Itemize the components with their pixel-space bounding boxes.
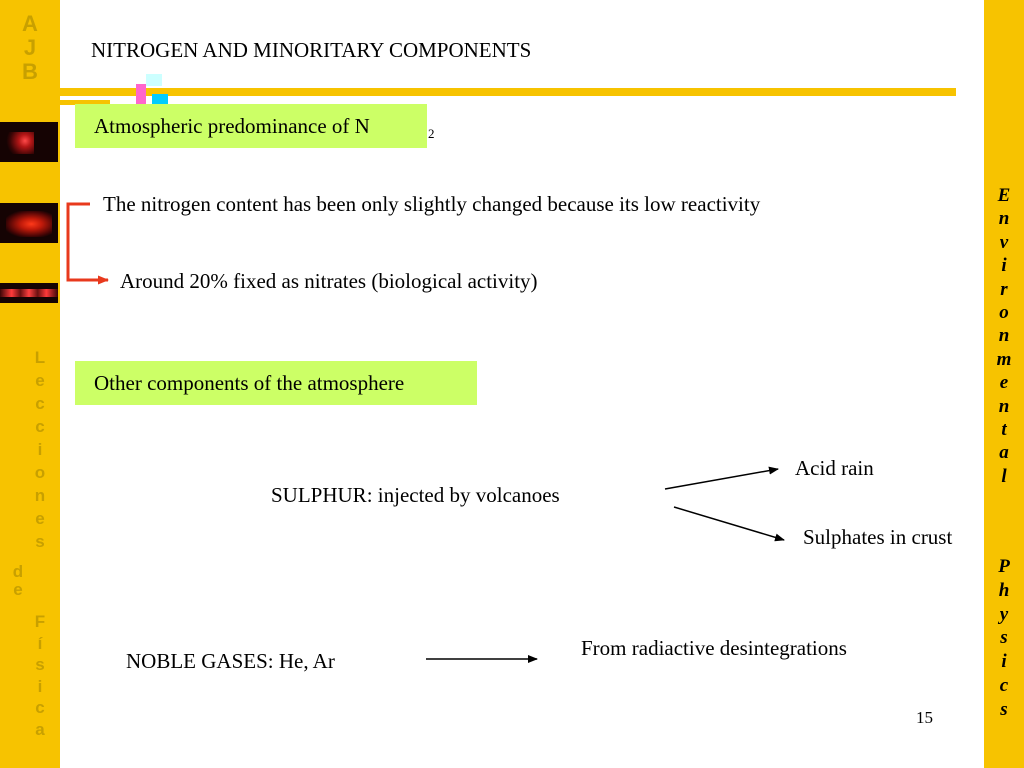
brand-letter: e xyxy=(35,371,45,390)
section-heading-text: Atmospheric predominance of N xyxy=(94,113,370,138)
sidebar-letter: a xyxy=(999,442,1009,464)
sidebar-letter: c xyxy=(999,674,1009,696)
brand-letter: d xyxy=(12,562,24,581)
brand-letter: A xyxy=(22,11,38,36)
brand-letter: s xyxy=(35,655,45,674)
sidebar-letter: v xyxy=(999,231,1009,253)
radioactive-text: From radiactive desintegrations xyxy=(581,636,847,660)
brand-letter: n xyxy=(34,486,46,505)
sidebar-letter: e xyxy=(999,372,1009,394)
noble-gases-text: NOBLE GASES: He, Ar xyxy=(126,649,335,673)
sidebar-letter: s xyxy=(1000,627,1008,649)
sidebar-letter: n xyxy=(998,325,1010,347)
page-number: 15 xyxy=(916,708,933,727)
slide-title: NITROGEN AND MINORITARY COMPONENTS xyxy=(91,38,532,62)
brand-letter: í xyxy=(37,633,43,653)
sidebar-letter: t xyxy=(1001,419,1007,441)
arrow-to-acid-rain xyxy=(665,469,778,489)
subscript-two: 2 xyxy=(428,126,435,141)
sidebar-letter: E xyxy=(997,185,1011,206)
brand-letter: c xyxy=(35,698,45,717)
brand-letter: o xyxy=(34,463,46,482)
brand-letter: i xyxy=(37,440,43,459)
nitrates-text: Around 20% fixed as nitrates (biological activity) xyxy=(120,269,538,293)
sidebar-letter: l xyxy=(1001,465,1007,487)
brand-letter: F xyxy=(34,612,46,631)
sidebar-letter: i xyxy=(1001,255,1007,277)
nitrogen-content-text: The nitrogen content has been only slightly changed because its low reactivity xyxy=(103,192,761,216)
sidebar-letter: m xyxy=(996,348,1012,370)
sidebar-letter: o xyxy=(999,302,1009,324)
sidebar-letter: P xyxy=(998,556,1010,577)
sidebar-letter: y xyxy=(999,603,1009,625)
brand-letter: a xyxy=(35,719,45,739)
brand-letter: J xyxy=(23,35,37,60)
brand-letter: e xyxy=(35,509,45,528)
sidebar-letter: s xyxy=(1000,698,1008,720)
brand-letter: i xyxy=(37,676,43,696)
sidebar-letter: n xyxy=(998,208,1010,230)
brand-letter: c xyxy=(35,394,45,413)
sulphur-text: SULPHUR: injected by volcanoes xyxy=(271,483,560,507)
brand-letter: B xyxy=(22,59,38,84)
acid-rain-text: Acid rain xyxy=(795,456,874,480)
brand-letter: L xyxy=(34,348,46,367)
sidebar-letter: r xyxy=(1000,278,1008,300)
sidebar-letter: i xyxy=(1001,651,1007,673)
sulphates-text: Sulphates in crust xyxy=(803,525,953,549)
brand-letter: c xyxy=(35,417,45,436)
brand-letter: s xyxy=(35,532,45,551)
arrow-to-sulphates xyxy=(674,507,784,540)
bracket-arrow xyxy=(68,204,108,280)
brand-letter: e xyxy=(13,580,23,599)
section-heading-text: Other components of the atmosphere xyxy=(94,370,405,395)
sidebar-letter: n xyxy=(998,395,1010,417)
sidebar-letter: h xyxy=(998,579,1010,601)
